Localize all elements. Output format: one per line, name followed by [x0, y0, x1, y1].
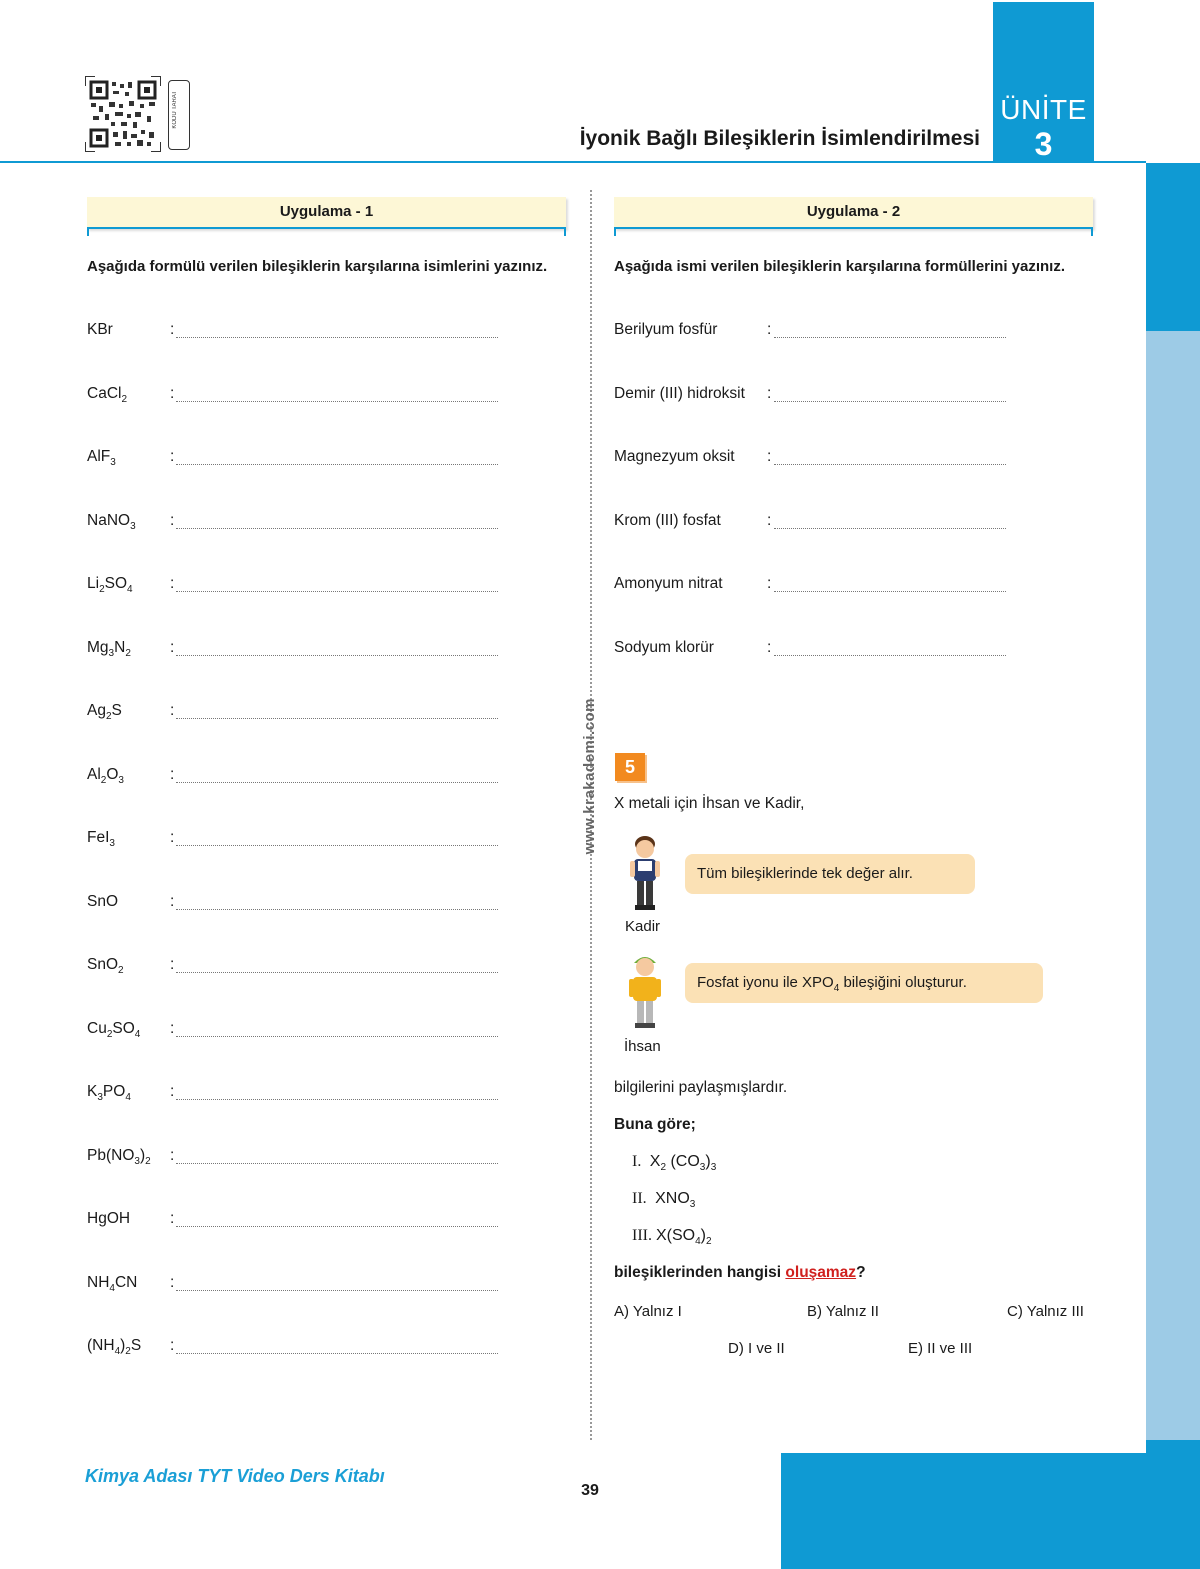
formula [87, 893, 118, 911]
formula-part: S [130, 1337, 142, 1354]
formula-colon: : [170, 956, 175, 973]
statement-2-roman: II. [632, 1190, 647, 1207]
answer-blank[interactable] [176, 909, 498, 910]
formula-subscript: 3 [130, 520, 136, 532]
formula-subscript: 3 [109, 838, 115, 849]
formula [87, 639, 131, 659]
formula-colon: : [170, 1337, 175, 1354]
answer-blank[interactable] [176, 655, 498, 656]
formula-part: ) [139, 1146, 146, 1164]
prompt-negative: oluşamaz [785, 1264, 857, 1281]
formula [87, 829, 115, 849]
formula-part: S [111, 702, 122, 719]
formula-row [87, 575, 507, 599]
formula-subscript: 4 [114, 1346, 121, 1357]
formula [87, 512, 136, 532]
formula [87, 321, 113, 339]
formula-subscript: 2 [100, 774, 107, 786]
formula-part: AlF [87, 448, 111, 465]
formula [87, 1020, 140, 1040]
formula-colon: : [170, 702, 175, 719]
compound-name: Krom (III) fosfat [614, 511, 721, 529]
answer-blank[interactable] [176, 1099, 498, 1100]
formula-colon: : [170, 1146, 175, 1164]
formula-subscript: 2 [99, 584, 105, 595]
unit-label: ÜNİTE [1000, 94, 1087, 125]
formula-part: O [106, 765, 119, 783]
answer-blank[interactable] [176, 1226, 498, 1227]
formula-subscript: 2 [125, 647, 131, 659]
formula [87, 702, 122, 722]
formula-part: CaCl [87, 384, 122, 402]
answer-blank[interactable] [774, 528, 1006, 529]
formula-row [87, 702, 507, 726]
formula [87, 1337, 141, 1357]
formula-row [87, 766, 507, 790]
formula-part: K [87, 1083, 98, 1100]
formula-subscript: 4 [125, 1092, 131, 1103]
statement-3: III. $X(SO_4)_2$ [632, 1227, 712, 1247]
prompt-pre: bileşiklerinden hangisi [614, 1264, 786, 1281]
answer-blank[interactable] [176, 1163, 498, 1164]
answer-blank[interactable] [774, 464, 1006, 465]
formula-part: NaNO [87, 511, 131, 529]
page-number: 39 [581, 1482, 599, 1499]
formula-colon: : [170, 638, 175, 656]
formula-row [87, 1210, 507, 1234]
formula-part: Cu [87, 1019, 107, 1037]
ihsan-speech-bubble [685, 963, 1043, 1003]
option-d[interactable]: D) I ve II [728, 1340, 785, 1357]
formula-part: KBr [87, 321, 113, 338]
side-band [1146, 163, 1200, 1453]
formula-part: Li [87, 575, 100, 592]
formula [87, 575, 133, 595]
unit-badge [993, 2, 1094, 163]
page-title: İyonik Bağlı Bileşiklerin İsimlendirilmesi [579, 127, 980, 150]
compound-name-row [614, 385, 1014, 409]
compound-colon: : [767, 448, 772, 465]
formula-subscript: 4 [109, 1282, 115, 1294]
formula-part: NH [87, 1273, 110, 1291]
formula-colon: : [170, 384, 175, 402]
kadir-speech-bubble: Tüm bileşiklerinde tek değer alır. [685, 854, 975, 894]
formula-row [87, 829, 507, 853]
formula-part: PO [102, 1083, 126, 1100]
question-intro: X metali için İhsan ve Kadir, [614, 795, 805, 812]
compound-name: Sodyum klorür [614, 638, 714, 656]
formula-subscript: 3 [108, 647, 115, 659]
compound-name: Berilyum fosfür [614, 321, 718, 338]
formula-colon: : [170, 448, 175, 465]
option-a[interactable]: A) Yalnız I [614, 1303, 682, 1320]
answer-blank[interactable] [176, 1290, 498, 1291]
formula-subscript: 3 [134, 1155, 140, 1167]
formula-row [87, 1020, 507, 1044]
option-c[interactable]: C) Yalnız III [1007, 1303, 1084, 1320]
formula-colon: : [170, 765, 175, 783]
formula-part: SO [104, 575, 128, 592]
ihsan-speech-sub: 4 [833, 983, 840, 994]
answer-blank[interactable] [176, 1036, 498, 1037]
header-rule [0, 161, 1146, 163]
compound-name-row [614, 575, 1014, 599]
formula-colon: : [170, 829, 175, 846]
unit-number: 3 [1034, 126, 1053, 162]
answer-blank[interactable] [774, 401, 1006, 402]
formula-part: SnO [87, 892, 119, 910]
exercise-1-heading: Uygulama - 1 [87, 197, 566, 229]
formula-row [87, 1083, 507, 1107]
answer-blank[interactable] [774, 655, 1006, 656]
formula-part: N [114, 638, 126, 656]
ihsan-avatar [628, 953, 662, 1029]
answer-blank[interactable] [176, 464, 498, 465]
formula-part: FeI [87, 829, 110, 846]
scan-code-label: KODU TARAT [172, 91, 178, 129]
kadir-avatar [628, 835, 662, 911]
formula-colon: : [170, 321, 175, 338]
scan-code-tag [168, 80, 190, 150]
option-b[interactable]: B) Yalnız II [807, 1303, 879, 1320]
compound-colon: : [767, 638, 772, 656]
formula-part: Al [87, 765, 101, 783]
answer-blank[interactable] [774, 591, 1006, 592]
formula-row [87, 1274, 507, 1298]
question-prompt [614, 1264, 866, 1282]
exercise-2-instruction: Aşağıda ismi verilen bileşiklerin karşılarına formüllerini yazınız. [614, 258, 1066, 275]
formula-row [87, 448, 507, 472]
formula-part: SnO [87, 956, 119, 973]
formula-part: Ag [87, 702, 106, 719]
formula-subscript: 2 [106, 1028, 113, 1040]
formula-colon: : [170, 1273, 175, 1291]
compound-name-row [614, 448, 1014, 472]
formula-part: (NH [87, 1337, 115, 1354]
buna-gore: Buna göre; [614, 1116, 696, 1133]
compound-name: Demir (III) hidroksit [614, 384, 745, 402]
formula-colon: : [170, 892, 175, 910]
qr-code-icon[interactable] [85, 76, 161, 152]
formula-subscript: 2 [118, 965, 124, 976]
formula-part: SO [112, 1019, 135, 1037]
compound-name: Amonyum nitrat [614, 575, 723, 592]
formula-part: CN [114, 1273, 138, 1291]
exercise-2-heading: Uygulama - 2 [614, 197, 1093, 229]
answer-blank[interactable] [774, 337, 1006, 338]
formula [87, 385, 127, 405]
answer-blank[interactable] [176, 528, 498, 529]
side-band-top [1146, 163, 1200, 331]
formula [87, 956, 124, 976]
answer-blank[interactable] [176, 401, 498, 402]
compound-colon: : [767, 575, 772, 592]
formula-row [87, 956, 507, 980]
compound-name: Magnezyum oksit [614, 448, 735, 465]
formula-row [87, 639, 507, 663]
formula-subscript: 4 [134, 1028, 141, 1040]
formula [87, 1147, 151, 1167]
statement-1: I. $X_2$ $(CO_3)_3$ [632, 1153, 717, 1173]
answer-blank[interactable] [176, 718, 498, 719]
question-number-badge: 5 [615, 753, 645, 781]
formula-subscript: 4 [127, 584, 133, 595]
formula-subscript: 2 [145, 1155, 151, 1167]
answer-blank[interactable] [176, 972, 498, 973]
prompt-post: ? [856, 1264, 866, 1281]
formula-row [87, 512, 507, 536]
formula [87, 766, 124, 786]
formula-part: Pb(NO [87, 1146, 135, 1164]
formula-part: Mg [87, 638, 109, 656]
statement-1-roman: I. [632, 1153, 642, 1170]
shared-text: bilgilerini paylaşmışlardır. [614, 1079, 788, 1096]
answer-blank[interactable] [176, 591, 498, 592]
formula-subscript: 2 [125, 1346, 131, 1357]
answer-blank[interactable] [176, 1353, 498, 1354]
compound-name-row [614, 321, 1014, 345]
kadir-name: Kadir [625, 918, 661, 935]
formula-part: ) [120, 1337, 126, 1354]
formula-colon: : [170, 511, 175, 529]
formula-row [87, 1337, 507, 1361]
formula-row [87, 385, 507, 409]
formula-colon: : [170, 1210, 175, 1227]
bottom-band [781, 1453, 1200, 1569]
formula-row [87, 893, 507, 917]
formula [87, 1274, 137, 1294]
formula-subscript: 3 [118, 774, 124, 786]
formula [87, 1210, 130, 1228]
formula-row [87, 321, 507, 345]
formula [87, 1083, 131, 1103]
answer-blank[interactable] [176, 782, 498, 783]
formula [87, 448, 116, 468]
formula-subscript: 3 [110, 457, 116, 468]
exercise-1-instruction: Aşağıda formülü verilen bileşiklerin karşılarına isimlerini yazınız. [87, 258, 548, 275]
compound-name-row [614, 512, 1014, 536]
formula-subscript: 2 [105, 711, 112, 722]
formula-colon: : [170, 1019, 175, 1037]
website-watermark [575, 698, 605, 878]
answer-blank[interactable] [176, 845, 498, 846]
ihsan-speech-post: bileşiğini oluşturur. [839, 974, 967, 991]
formula-row [87, 1147, 507, 1171]
ihsan-speech-pre: Fosfat iyonu ile XPO [697, 974, 834, 991]
statement-3-roman: III. [632, 1227, 652, 1244]
formula-part: HgOH [87, 1210, 131, 1227]
option-e[interactable]: E) II ve III [908, 1340, 973, 1357]
formula-subscript: 2 [121, 393, 128, 405]
compound-name-row [614, 639, 1014, 663]
compound-colon: : [767, 511, 772, 529]
answer-blank[interactable] [176, 337, 498, 338]
formula-colon: : [170, 1083, 175, 1100]
formula-colon: : [170, 575, 175, 592]
website-text: www.krakademi.com [581, 698, 598, 855]
statement-2: II. $XNO_3$ [632, 1190, 696, 1210]
formula-subscript: 3 [97, 1092, 103, 1103]
compound-colon: : [767, 321, 772, 338]
compound-colon: : [767, 384, 772, 402]
ihsan-name: İhsan [624, 1038, 661, 1055]
book-title: Kimya Adası TYT Video Ders Kitabı [85, 1466, 385, 1486]
